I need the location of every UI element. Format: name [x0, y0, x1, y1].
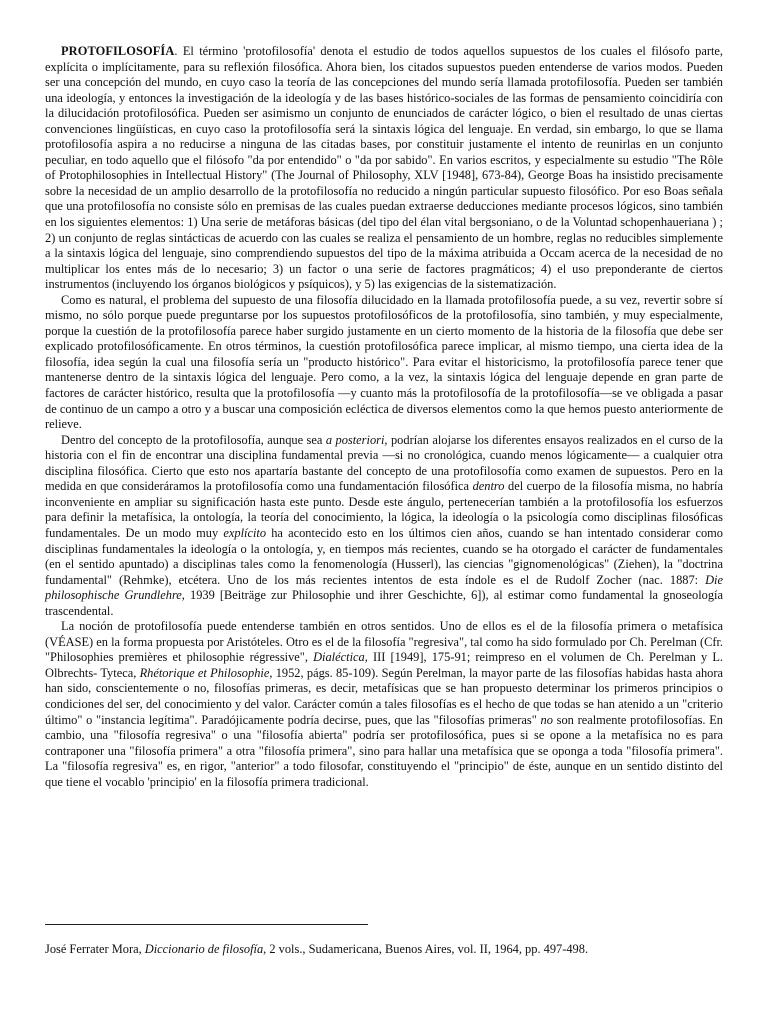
paragraph-4-text-c: III [1949], 175-91; reimpreso en el volumen de Ch. Perelman y L. Olbrechts- Tyteca, [45, 650, 723, 680]
paragraph-3-italic-h: Die philosophische Grundlehre, [45, 572, 723, 603]
paragraph-2: Como es natural, el problema del supuesto de una filosofía dilucidado en la llamada protofilosofía puede, a su vez, revertir sobre sí mismo, no sólo porque puede preguntarse por los supuestos protofilosóficos de la protofilosofía, sino también, y muy especialmente, porque la cuestión de la protofilosofía parece haber surgido justamente en un cierto momento de la historia de la filosofía que debe ser explicado protofilosóficamente. En otros términos, la cuestión protofilosófica parece implicar, al mismo tiempo, una cierta idea de la filosofía, idea según la cual una filosofía sería un "producto histórico". Para evitar el historicismo, la protofilosofía parece tener que mantenerse dentro de la sintaxis lógica del lenguaje. Pero como, a la vez, la sintaxis lógica del lenguaje depende en gran parte de factores de carácter histórico, resulta que la protofilosofía —y cuanto más la protofilosofía de la protofilosofía—se ve obligada a pasar de continuo de un campo a otro y a buscar una composición ecléctica de diversos elementos como la que hemos puesto anteriormente de relieve. [45, 292, 723, 432]
paragraph-1 [45, 44, 723, 293]
paragraph-3-text-i: 1939 [Beiträge zur Philosophie und ihrer Geschichte, 6]), al estimar como fundamental la gnoseología trascendental. [45, 588, 724, 618]
paragraph-4-italic-b: Dialéctica, [313, 650, 368, 665]
paragraph-1-text: . El término 'protofilosofía' denota el estudio de todos aquellos supuestos de los cuales el filósofo parte, explícita o implícitamente, para su reflexión filosófica. Ahora bien, los citados supuestos pueden entenderse de varios modos. Pueden ser una concepción del mundo, en cuyo caso la teoría de las concepciones del mundo sería llamada protofilosofía. Pueden ser también una ideología, y entonces la investigación de la ideología y de las bases histórico-sociales de las formas de pensamiento coincidiría con la dilucidación protofilosófica. Pueden ser asimismo un conjunto de enunciados de carácter lógico, o bien el resultado de unas ciertas convenciones lingüísticas, en cuyo caso la protofilosofía será la sintaxis lógica del lenguaje. En verdad, sin embargo, lo que se llama protofilosofía aspira a no reducirse a ninguna de las citadas bases, por constituir justamente el intento de reunirlas en un conjunto peculiar, en todo aquello que el filósofo "da por entendido" o "da por sabido". En varios escritos, y especialmente su estudio "The Rôle of Protophilosophies in Intellectual History" (The Journal of Philosophy, XLV [1948], 673-84), George Boas ha insistido precisamente sobre la necesidad de un amplio desarrollo de la protofilosofía no reducido a ningún particular supuesto filosófico. Por eso Boas señala que una protofilosofía no consiste sólo en premisas de las cuales puedan extraerse deducciones mediante procesos lógicos, sino también en los siguientes elementos: 1) Una serie de metáforas básicas (del tipo del élan vital bergsoniano, o de la Voluntad schopenhaueriana ) ; 2) un conjunto de reglas sintácticas de acuerdo con las cuales se realiza el pensamiento de un hombre, reglas no reducibles simplemente a la sintaxis lógica del lenguaje, sino comprendiendo supuestos del tipo de la máxima atribuida a Occam acerca de la necesidad de no multiplicar los entes más de lo necesario; 3) un factor o una serie de factores pragmáticos; 4) el uso preponderante de ciertos instrumentos (incluyendo los órganos biológicos y psíquicos), y 5) las exigencias de la sistematización. [45, 44, 723, 292]
paragraph-3 [45, 433, 723, 620]
paragraph-3-italic-a: a posteriori, [325, 432, 388, 447]
paragraph-4-text-e: 1952, págs. 85-109). Según Perelman, la mayor parte de las filosofías habidas hasta ahora han sido, conscientemente o no, filosofías primeras, es decir, metafísicas que se han propuesto determinar los primeros principios o condiciones del ser, del conocimiento y del valor. Carácter común a tales filosofías es el hecho de que todas se han atenido a un "criterio último" o "instancia legítima". Paradójicamente podría decirse, pues, que las "filosofías primeras" [45, 665, 723, 727]
paragraph-3-text-a: Dentro del concepto de la protofilosofía, aunque sea [61, 432, 326, 447]
paragraph-4-italic-f: no [540, 712, 553, 727]
footnote-details: , 2 vols., Sudamericana, Buenos Aires, vol. II, 1964, pp. 497-498. [263, 942, 589, 956]
paragraph-3-italic-d: dentro [472, 479, 505, 494]
footnote-book-title: Diccionario de filosofía [144, 942, 264, 956]
footnote-divider [45, 924, 368, 925]
footnote-author: José Ferrater Mora, [45, 942, 145, 956]
paragraph-4-text-g: son realmente protofilosofías. En cambio, una "filosofía regresiva" o una "filosofía abierta" podría ser protofilosófica, pues si se opone a la metafísica no es para contraponer una "filosofía primera" a otra "filosofía primera", sino para hallar una metafísica que se oponga a toda "filosofía primera". La "filosofía regresiva" es, en rigor, "anterior" a todo filosofar, constituyendo el "principio" de éste, aunque en un sentido distinto del que tiene el vocablo 'principio' en la filosofía primera tradicional. [45, 712, 723, 789]
paragraph-3-text-g: ha acontecido esto en los últimos cien años, cuando se han intentado considerar como disciplinas fundamentales la ideología o la ontología, y, en tiempos más recientes, cuando se ha otorgado el carácter de fundamentales (en el sentido apuntado) a disciplinas tales como la fenomenología (Husserl), las ciencias "gignomenológicas" (Ziehen), la "doctrina fundamental" (Rehmke), etcétera. Uno de los más recientes intentos de esta índole es el de Rudolf Zocher (nac. 1887: [45, 525, 723, 587]
paragraph-4-italic-d: Rhétorique et Philosophie, [139, 665, 273, 680]
article-title: PROTOFILOSOFÍA [61, 44, 175, 58]
paragraph-3-text-e: del cuerpo de la filosofía misma, no habría inconveniente en ampliar su significación hasta este punto. Desde este ángulo, pertenecerían también a la protofilosofía los esfuerzos para definir la metafísica, la ontología, la teoría del conocimiento, la lógica, la ideología o la psicología como disciplinas filosóficas fundamentales. De un modo muy [45, 479, 724, 540]
article-body [45, 44, 723, 790]
paragraph-3-text-c: podrían alojarse los diferentes ensayos realizados en el curso de la historia con el fin de encontrar una disciplina fundamental previa —si no cronológica, cuando menos lógicamente— a cualquier otra disciplina filosófica. Cierto que esto nos apartaría bastante del concepto de una protofilosofía como examen de supuestos. Pero en la medida en que consideráramos la protofilosofía como una fundamentación filosófica [45, 432, 723, 494]
paragraph-4 [45, 619, 723, 790]
footnote-citation [45, 942, 725, 957]
paragraph-4-text-a: La noción de protofilosofía puede entenderse también en otros sentidos. Uno de ellos es el de la filosofía primera o metafísica (VÉASE) en la forma propuesta por Aristóteles. Otro es el de la filosofía "regresiva", tal como ha sido formulado por Ch. Perelman (Cfr. "Philosophies premières et philosophie régressive", [45, 619, 723, 665]
paragraph-3-italic-f: explícito [223, 525, 267, 540]
